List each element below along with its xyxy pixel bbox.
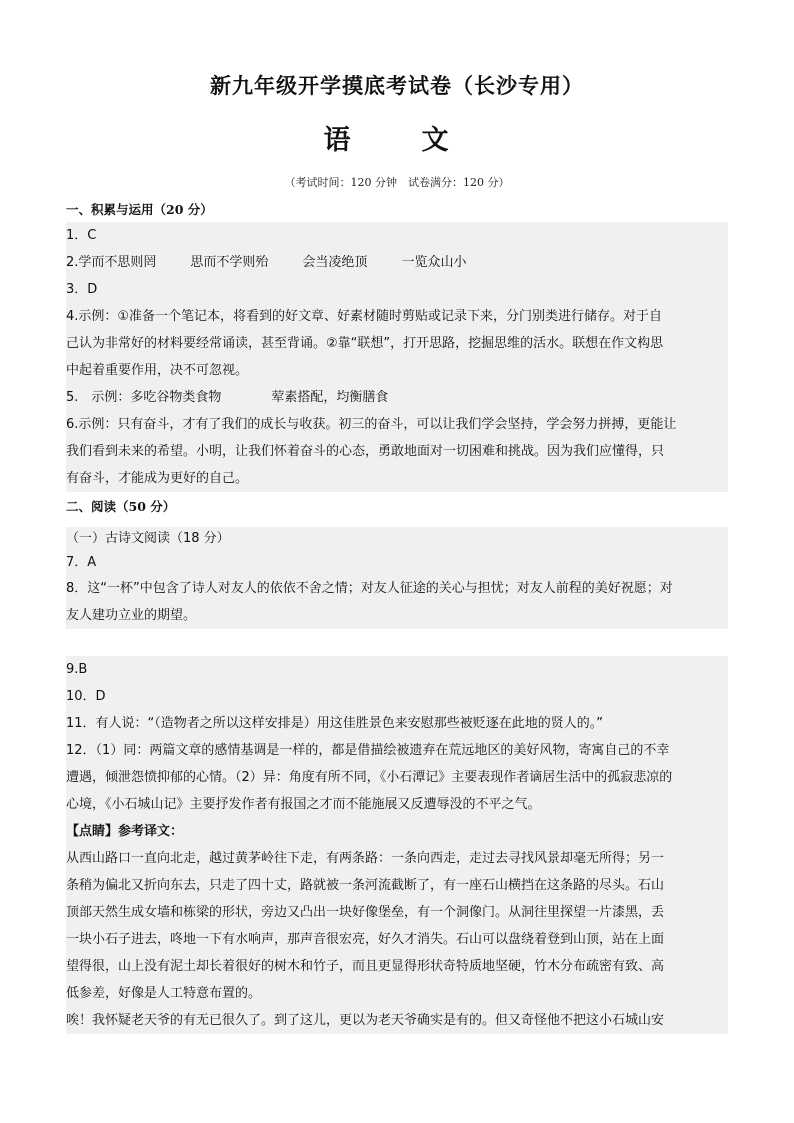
section2-part-b <box>66 656 728 1034</box>
answer-line: 友人建功立业的期望。 <box>66 608 197 623</box>
answer-line-q2 <box>66 249 728 276</box>
answer-line: 12．（1）同：两篇文章的感情基调是一样的，都是借描绘被遗弃在荒远地区的美好风物，寄寓自己的不幸 <box>66 743 670 758</box>
answer-line: 心境，《小石城山记》主要抒发作者有报国之才而不能施展又反遭辱没的不平之气。 <box>66 797 541 812</box>
subsection-heading: （一）古诗文阅读（18 分） <box>66 531 230 546</box>
answer-text: 会当凌绝顶 <box>302 255 368 270</box>
answer-line: 我们看到未来的希望。小明，让我们怀着奋斗的心态，勇敢地面对一切困难和挑战。因为我们应懂得，只 <box>66 444 665 459</box>
translation-line: 望得很，山上没有泥土却长着很好的树木和竹子，而且更显得形状奇特质地坚硬，竹木分布疏密有致、高 <box>66 959 665 974</box>
translation-line: 顶部天然生成女墙和栋梁的形状，旁边又凸出一块好像堡垒，有一个洞像门。从洞往里探望一片漆黑，丢 <box>66 905 665 920</box>
translation-line: 条稍为偏北又折向东去，只走了四十丈，路就被一条河流截断了，有一座石山横挡在这条路的尽头。石山 <box>66 878 665 893</box>
answer-line: 3．D <box>66 282 98 297</box>
answer-line: 9.B <box>66 662 88 677</box>
answer-line: 遭遇，倾泄怨愤抑郁的心情。（2）异：角度有所不同，《小石潭记》主要表现作者谪居生活中的孤寂悲凉的 <box>66 770 673 785</box>
exam-info: （考试时间：120 分钟 试卷满分：120 分） <box>284 176 510 189</box>
translation-line: 唉！我怀疑老天爷的有无已很久了。到了这儿，更以为老天爷确实是有的。但又奇怪他不把这小石城山安 <box>66 1013 665 1028</box>
answer-line: 7．A <box>66 555 97 570</box>
section2-part-a <box>66 527 728 629</box>
answer-line: 6.示例：只有奋斗，才有了我们的成长与收获。初三的奋斗，可以让我们学会坚持，学会努力拼搏，更能让 <box>66 417 677 432</box>
answer-line: 11．有人说：“（造物者之所以这样安排是）用这佳胜景色来安慰那些被贬逐在此地的贤人的。” <box>66 716 604 731</box>
translation-line: 从西山路口一直向北走，越过黄茅岭往下走，有两条路：一条向西走，走过去寻找风景却毫无所得；另一 <box>66 851 665 866</box>
answer-text: 荤素搭配，均衡膳食 <box>271 390 389 405</box>
section2-heading: 二、阅读（50 分） <box>66 499 176 514</box>
answer-line-q5 <box>66 384 728 411</box>
answer-line: 8．这“一杯”中包含了诗人对友人的依依不舍之情；对友人征途的关心与担忧；对友人前程的美好祝愿；对 <box>66 581 673 596</box>
answer-text: 思而不学则殆 <box>190 255 269 270</box>
section1-answers <box>66 222 728 492</box>
translation-line: 一块小石子进去，咚地一下有水响声，那声音很宏亮，好久才消失。石山可以盘绕着登到山顶，站在上面 <box>66 932 665 947</box>
answer-line: 有奋斗，才能成为更好的自己。 <box>66 471 249 486</box>
answer-text: 一览众山小 <box>401 255 467 270</box>
answer-line: 中起着重要作用，决不可忽视。 <box>66 363 249 378</box>
answer-text: 5. 示例：多吃谷物类食物 <box>66 390 222 405</box>
answer-text: 2.学而不思则罔 <box>66 255 157 270</box>
page-title: 新九年级开学摸底考试卷（长沙专用） <box>210 73 584 98</box>
answer-line: 4.示例：①准备一个笔记本，将看到的好文章、好素材随时剪贴或记录下来，分门别类进行储存。对于自 <box>66 309 663 324</box>
translation-line: 低参差，好像是人工特意布置的。 <box>66 986 262 1001</box>
section1-heading: 一、积累与运用（20 分） <box>66 202 213 217</box>
answer-line: 1．C <box>66 228 97 243</box>
answer-line: 己认为非常好的材料要经常诵读，甚至背诵。②靠“联想”，打开思路，挖掘思维的活水。联想在作文构思 <box>66 336 664 351</box>
answer-line: 10．D <box>66 689 106 704</box>
commentary-heading: 【点睛】参考译文： <box>66 824 184 839</box>
subject-title: 语 文 <box>323 125 471 156</box>
